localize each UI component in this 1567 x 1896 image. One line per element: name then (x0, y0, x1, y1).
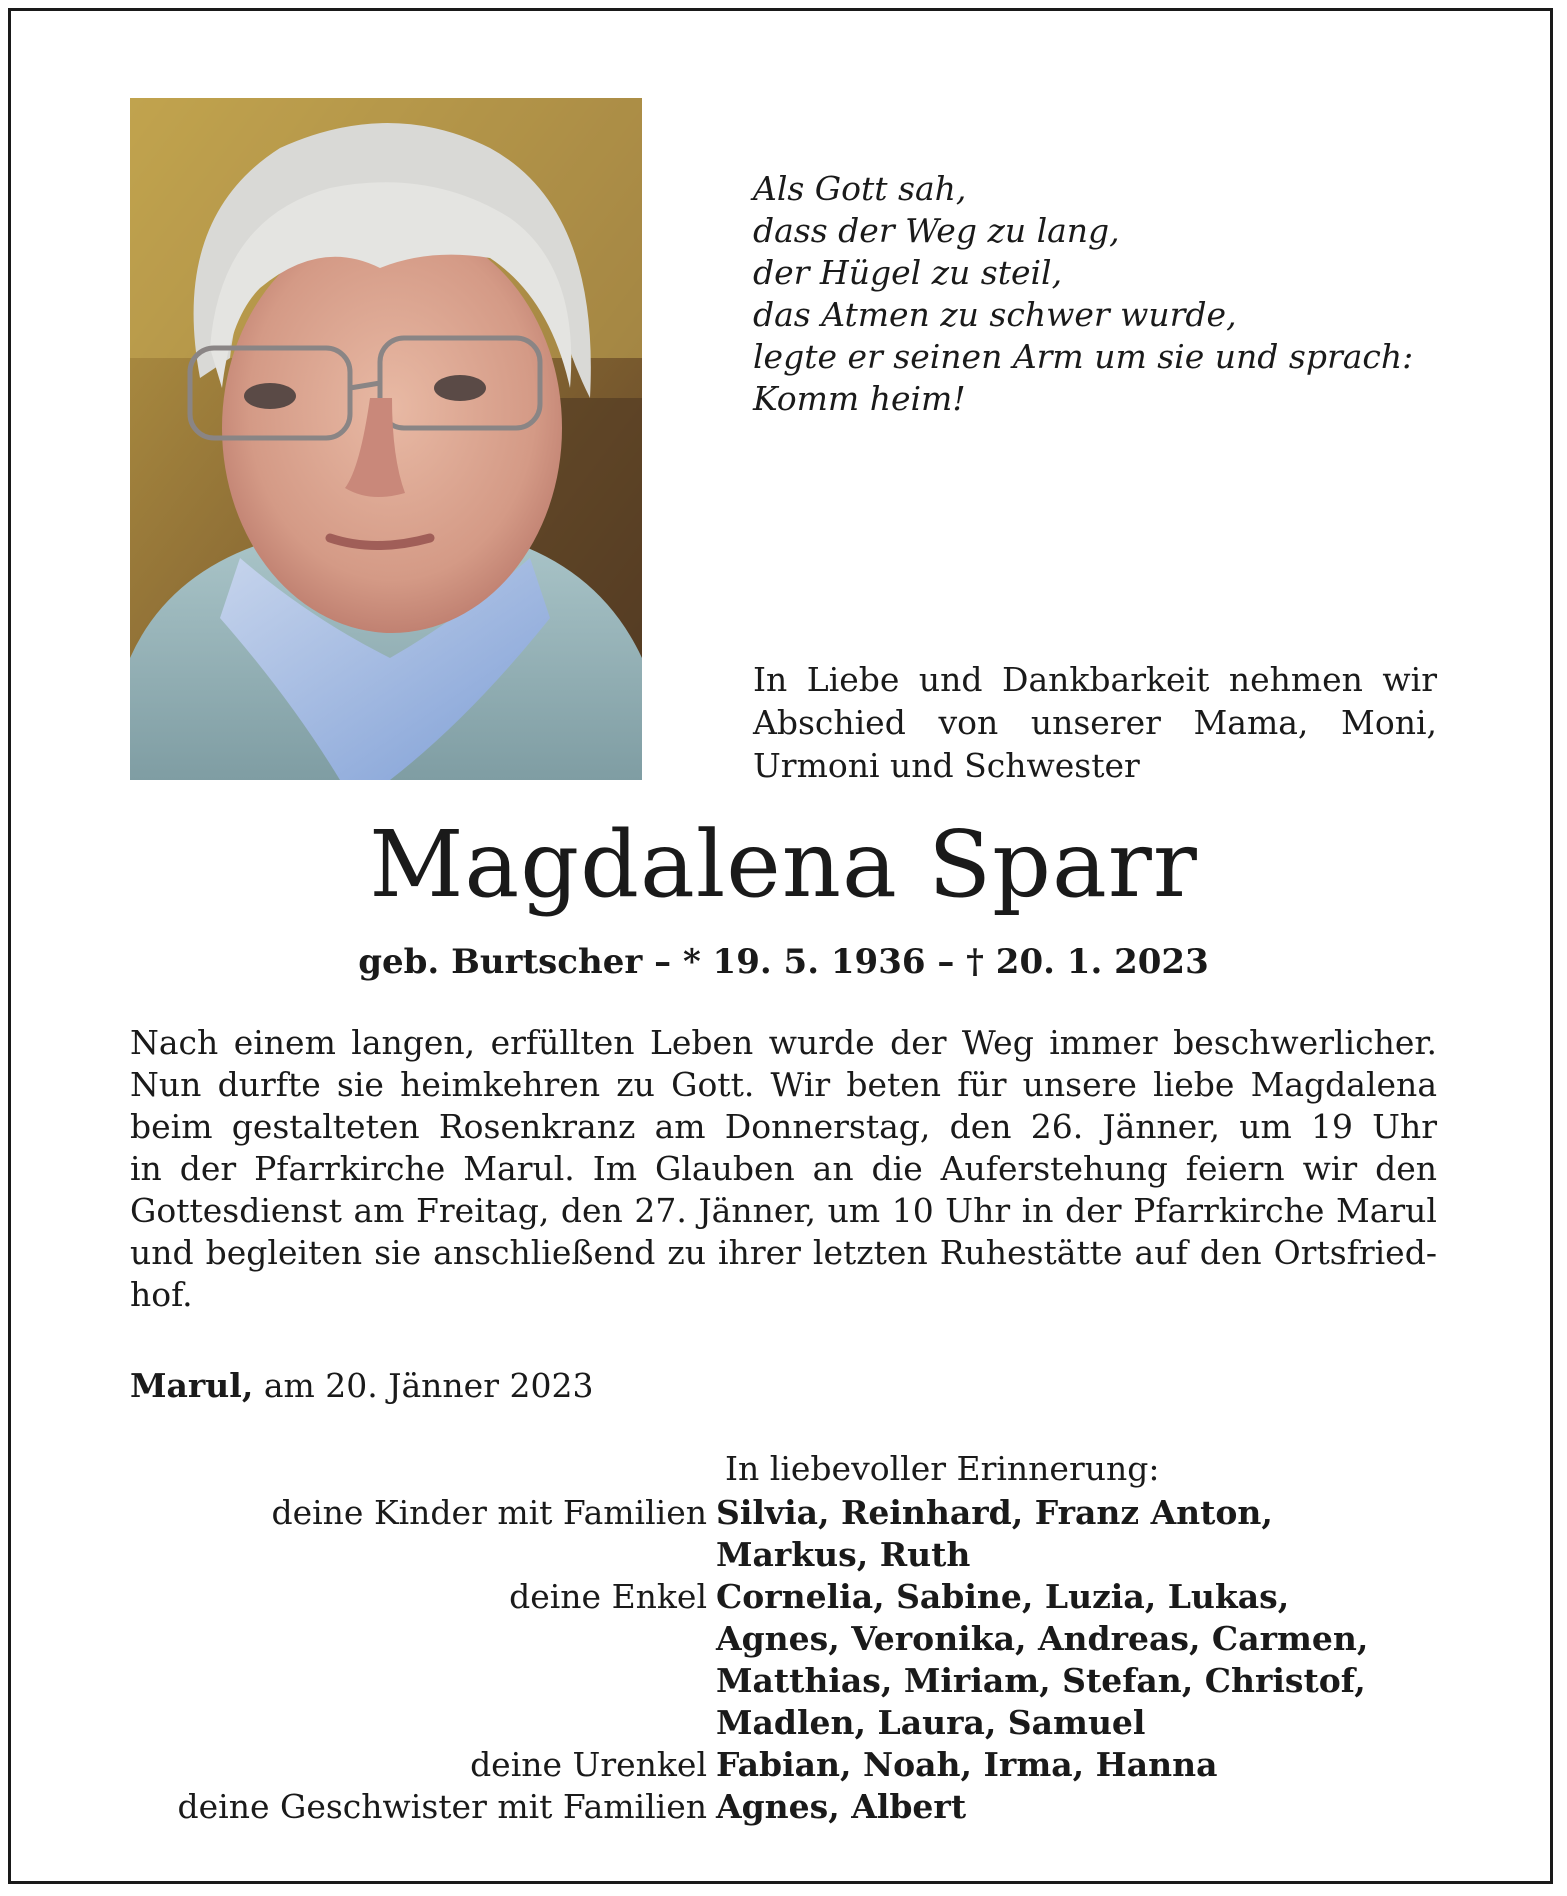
mourners-list (80, 1492, 1480, 1828)
announcement-line: Gottesdienst am Freitag, den 27. Jänner, um 10 Uhr in der Pfarrkirche Marul (130, 1191, 1437, 1230)
announcement-line: und begleiten sie anschließend zu ihrer letzten Ruhestätte auf den Ortsfried- (130, 1233, 1437, 1272)
place-name: Marul, (130, 1366, 254, 1405)
mourner-names-line: Fabian, Noah, Irma, Hanna (716, 1745, 1218, 1784)
mourner-group-label: deine Geschwister mit Familien (177, 1787, 707, 1826)
mourner-names-line: Madlen, Laura, Samuel (716, 1703, 1146, 1742)
poem-line: Komm heim! (753, 379, 966, 418)
poem-line: Als Gott sah, (753, 169, 967, 208)
mourner-group-label: deine Kinder mit Familien (271, 1493, 707, 1532)
deceased-name: Magdalena Sparr (369, 811, 1198, 918)
farewell-line: Abschied von unserer Mama, Moni, (753, 703, 1437, 742)
mourner-group (80, 1786, 1480, 1828)
mourner-names-line: Agnes, Albert (716, 1787, 967, 1826)
mourner-group (80, 1744, 1480, 1786)
mourner-names-line: Matthias, Miriam, Stefan, Christof, (716, 1661, 1366, 1700)
poem (753, 168, 1453, 420)
memory-intro: In liebevoller Erinnerung: (725, 1449, 1160, 1488)
farewell-line: In Liebe und Dankbarkeit nehmen wir (753, 660, 1437, 699)
poem-line: der Hügel zu steil, (753, 253, 1063, 292)
poem-line: dass der Weg zu lang, (753, 211, 1120, 250)
mourner-names-line: Agnes, Veronika, Andreas, Carmen, (716, 1619, 1369, 1658)
mourner-names-line: Markus, Ruth (716, 1535, 971, 1574)
portrait-photo (130, 98, 642, 780)
mourner-group (80, 1492, 1480, 1576)
mourner-group-names (716, 1492, 1436, 1576)
mourner-group-names (716, 1786, 1436, 1828)
place-date (130, 1365, 593, 1407)
mourner-group-label: deine Urenkel (470, 1745, 707, 1784)
poem-line: legte er seinen Arm um sie und sprach: (753, 337, 1414, 376)
mourner-group-names (716, 1744, 1436, 1786)
life-dates: geb. Burtscher – * 19. 5. 1936 – † 20. 1. 2023 (358, 942, 1209, 982)
funeral-announcement (130, 1022, 1437, 1316)
mourner-group (80, 1576, 1480, 1744)
farewell-text (753, 658, 1437, 787)
announcement-line: in der Pfarrkirche Marul. Im Glauben an die Auferstehung feiern wir den (130, 1149, 1437, 1188)
mourner-names-line: Cornelia, Sabine, Luzia, Lukas, (716, 1577, 1290, 1616)
notice-date: am 20. Jänner 2023 (263, 1366, 594, 1405)
announcement-line: Nach einem langen, erfüllten Leben wurde der Weg immer beschwerlicher. (130, 1023, 1437, 1062)
announcement-line: hof. (130, 1275, 193, 1314)
poem-line: das Atmen zu schwer wurde, (753, 295, 1237, 334)
announcement-line: beim gestalteten Rosenkranz am Donnerstag, den 26. Jänner, um 19 Uhr (130, 1107, 1437, 1146)
announcement-line: Nun durfte sie heimkehren zu Gott. Wir beten für unsere liebe Magdalena (130, 1065, 1437, 1104)
mourner-group-names (716, 1576, 1436, 1744)
mourner-group-label: deine Enkel (509, 1577, 707, 1616)
farewell-line: Urmoni und Schwester (753, 746, 1140, 785)
mourner-names-line: Silvia, Reinhard, Franz Anton, (716, 1493, 1273, 1532)
